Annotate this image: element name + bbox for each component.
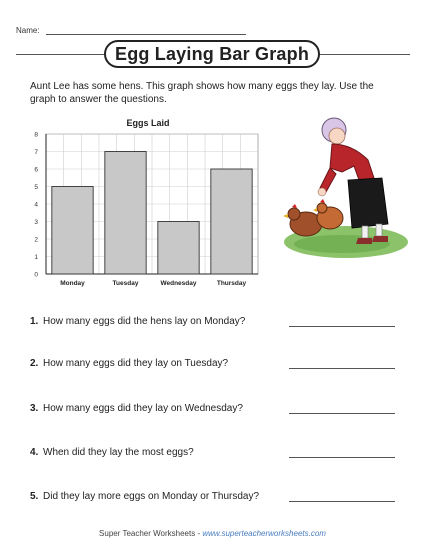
answer-line[interactable]	[289, 368, 395, 369]
title-box	[104, 40, 320, 68]
question-4	[30, 446, 400, 462]
x-tick-label: Thursday	[216, 280, 247, 287]
bar-chart	[24, 112, 276, 292]
footer-url[interactable]: www.superteacherworksheets.com	[202, 529, 326, 538]
x-tick-label: Monday	[60, 280, 85, 287]
question-number: 3.	[30, 403, 39, 414]
chart-title: Eggs Laid	[126, 118, 170, 128]
question-number: 2.	[30, 358, 39, 369]
answer-line[interactable]	[289, 413, 395, 414]
footer	[0, 529, 425, 538]
question-5	[30, 490, 400, 506]
answer-line[interactable]	[289, 326, 395, 327]
bar-tuesday	[105, 152, 146, 275]
question-number: 5.	[30, 491, 39, 502]
y-tick-label: 4	[34, 201, 38, 209]
y-tick-label: 6	[34, 166, 38, 174]
question-text: How many eggs did they lay on Wednesday?	[43, 403, 243, 414]
y-tick-label: 2	[34, 236, 38, 244]
answer-line[interactable]	[289, 457, 395, 458]
bar-monday	[52, 187, 93, 275]
y-tick-label: 7	[34, 149, 38, 156]
question-text: How many eggs did the hens lay on Monday?	[43, 316, 246, 327]
page-title: Egg Laying Bar Graph	[114, 43, 310, 64]
question-3	[30, 402, 400, 418]
question-2	[30, 357, 400, 373]
y-tick-label: 8	[34, 131, 38, 139]
question-text: When did they lay the most eggs?	[43, 447, 194, 458]
question-number: 4.	[30, 447, 39, 458]
bar-wednesday	[158, 222, 199, 275]
x-tick-label: Tuesday	[112, 280, 139, 287]
woman-feeding-hens-illustration	[282, 108, 410, 260]
y-tick-label: 5	[34, 184, 38, 191]
footer-brand: Super Teacher Worksheets	[99, 529, 196, 538]
name-line[interactable]	[46, 34, 246, 35]
question-text: Did they lay more eggs on Monday or Thursday?	[43, 491, 260, 502]
y-tick-label: 3	[34, 219, 38, 226]
question-text: How many eggs did they lay on Tuesday?	[43, 358, 229, 369]
footer-separator: -	[195, 529, 203, 538]
title-rule-left	[16, 54, 106, 55]
y-tick-label: 1	[34, 254, 38, 261]
y-tick-label: 0	[34, 271, 38, 279]
x-tick-label: Wednesday	[160, 280, 197, 287]
title-rule-right	[318, 54, 410, 55]
question-1	[30, 315, 400, 331]
intro-text: Aunt Lee has some hens. This graph shows how many eggs they lay. Use the graph to answer the questions.	[30, 81, 374, 105]
name-label: Name:	[16, 26, 40, 35]
bar-thursday	[211, 169, 252, 274]
question-number: 1.	[30, 316, 39, 327]
answer-line[interactable]	[289, 501, 395, 502]
